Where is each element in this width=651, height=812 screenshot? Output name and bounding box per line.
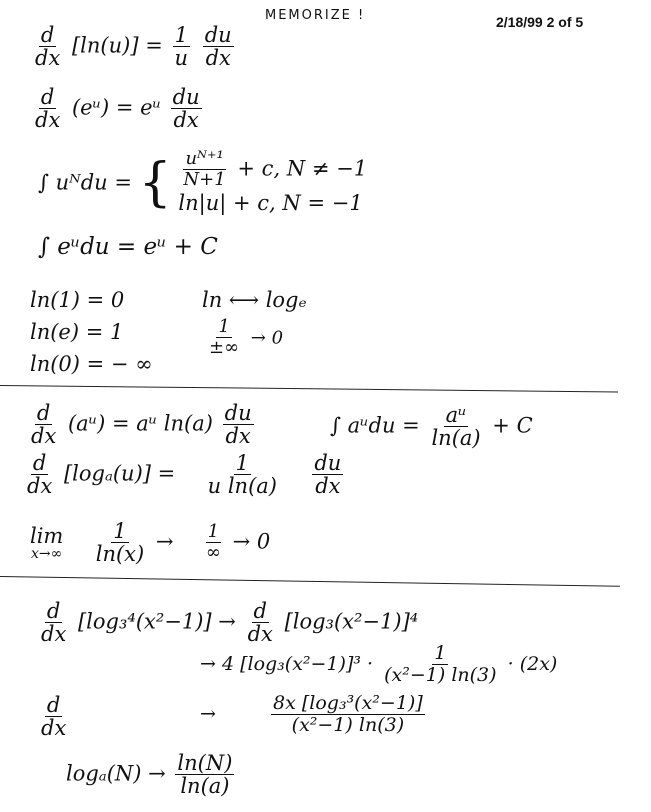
fact-ln-0: ln(0) = − ∞	[30, 352, 153, 376]
example-step-3	[200, 694, 428, 736]
dx-denominator: dx	[35, 46, 61, 71]
formula-change-of-base	[66, 752, 237, 798]
limit2-denominator: ∞	[205, 542, 221, 564]
limit-numerator: 1	[113, 519, 127, 543]
dx-denominator: dx	[247, 622, 273, 647]
change-base-numerator: ln(N)	[177, 751, 233, 775]
dx-denominator: dx	[41, 716, 67, 741]
equals-sign: =	[145, 33, 163, 58]
left-brace: {	[138, 152, 172, 213]
chain-rule-denominator: (x²−1) ln(3)	[384, 663, 497, 686]
fact-ln-e: ln(e) = 1	[30, 320, 124, 344]
dx-denominator: dx	[41, 622, 67, 647]
example-step-2	[200, 644, 557, 686]
du-numerator: du	[224, 401, 252, 425]
dx-denominator: dx	[173, 108, 199, 133]
dx-denominator: dx	[205, 46, 231, 71]
d-numerator: d	[46, 599, 61, 623]
d-numerator: d	[46, 693, 61, 717]
formula-derivative-log-a	[22, 452, 346, 498]
example-argument: [log₃⁴(x²−1)] →	[77, 609, 236, 634]
log-a-argument: [logₐ(u)] =	[63, 461, 176, 486]
a-power-argument: (aᵘ) = aᵘ ln(a)	[67, 411, 213, 436]
exp-argument: (eᵘ)	[71, 95, 110, 120]
formula-derivative-a-power	[26, 402, 257, 448]
chain-rule-numerator: 1	[434, 642, 447, 664]
example-step-1	[36, 600, 418, 646]
formula-limit	[30, 520, 270, 566]
integral-power-lhs: ∫ uᴺdu =	[38, 170, 132, 195]
example-rewritten: [log₃(x²−1)]⁴	[284, 609, 419, 634]
dx-denominator: dx	[27, 474, 53, 499]
fact-one-over-inf	[204, 318, 283, 358]
memorize-heading: MEMORIZE !	[265, 8, 366, 23]
log-a-numerator: 1	[235, 451, 249, 475]
limit-arrow-zero: → 0	[232, 529, 271, 554]
limit-subscript: x→∞	[31, 545, 63, 562]
result-denominator: (x²−1) ln(3)	[291, 713, 405, 736]
dx-denominator: dx	[225, 424, 251, 449]
date-page-label: 2/18/99 2 of 5	[496, 14, 584, 30]
change-base-denominator: ln(a)	[180, 774, 230, 799]
formula-integral-exp: ∫ eᵘdu = eᵘ + C	[38, 234, 218, 260]
limit2-numerator: 1	[207, 521, 220, 543]
dx-denominator: dx	[31, 424, 57, 449]
integral-a-constant: + C	[492, 413, 533, 438]
formula-integral-power	[38, 150, 367, 216]
formula-derivative-exp	[30, 86, 205, 132]
integral-a-numerator: aᵘ	[445, 403, 467, 427]
limit-arrow: →	[155, 529, 174, 554]
power-case-2: ln|u| + c, N = −1	[178, 190, 363, 215]
equals-exp: = eᵘ	[115, 95, 161, 120]
section-divider-1	[0, 385, 618, 392]
one-over-denominator: u	[174, 46, 189, 71]
power-case-1	[178, 150, 367, 190]
d-numerator: d	[40, 85, 55, 109]
formula-integral-a-power	[330, 404, 533, 450]
d-numerator: d	[36, 401, 51, 425]
fact-ln-means-log-e: ln ⟷ logₑ	[202, 288, 307, 312]
fact-ln-1: ln(1) = 0	[30, 288, 125, 312]
du-numerator: du	[314, 451, 342, 475]
d-numerator: d	[32, 451, 47, 475]
change-base-lhs: logₐ(N) →	[66, 761, 166, 786]
integral-a-lhs: ∫ aᵘdu =	[330, 413, 420, 438]
inf-numerator: 1	[218, 316, 230, 337]
section-divider-2	[0, 576, 620, 587]
ln-u-argument: [ln(u)]	[71, 33, 139, 58]
result-arrow: →	[200, 702, 216, 725]
result-numerator: 8x [log₃³(x²−1)]	[273, 692, 423, 714]
integral-a-denominator: ln(a)	[431, 426, 481, 451]
one-over-numerator: 1	[174, 23, 188, 47]
chain-rule-outer: → 4 [log₃(x²−1)]³ ·	[200, 652, 374, 675]
limit-denominator: ln(x)	[95, 542, 145, 567]
d-numerator: d	[253, 599, 267, 623]
du-numerator: du	[204, 23, 232, 47]
example-step-3-d	[36, 694, 71, 740]
dx-denominator: dx	[35, 108, 61, 133]
inf-denominator: ±∞	[209, 336, 240, 358]
log-a-denominator: u ln(a)	[207, 474, 277, 499]
du-numerator: du	[172, 85, 200, 109]
d-numerator: d	[40, 23, 55, 47]
limit-word: lim	[30, 523, 64, 548]
formula-derivative-ln	[30, 24, 237, 70]
power-case-denominator: N+1	[183, 168, 226, 190]
inf-arrow-zero: → 0	[250, 327, 284, 349]
power-case-numerator: uᴺ⁺¹	[185, 148, 224, 169]
dx-denominator: dx	[315, 474, 341, 499]
chain-rule-inner: · (2x)	[507, 652, 558, 675]
power-case-condition: + c, N ≠ −1	[237, 156, 368, 181]
